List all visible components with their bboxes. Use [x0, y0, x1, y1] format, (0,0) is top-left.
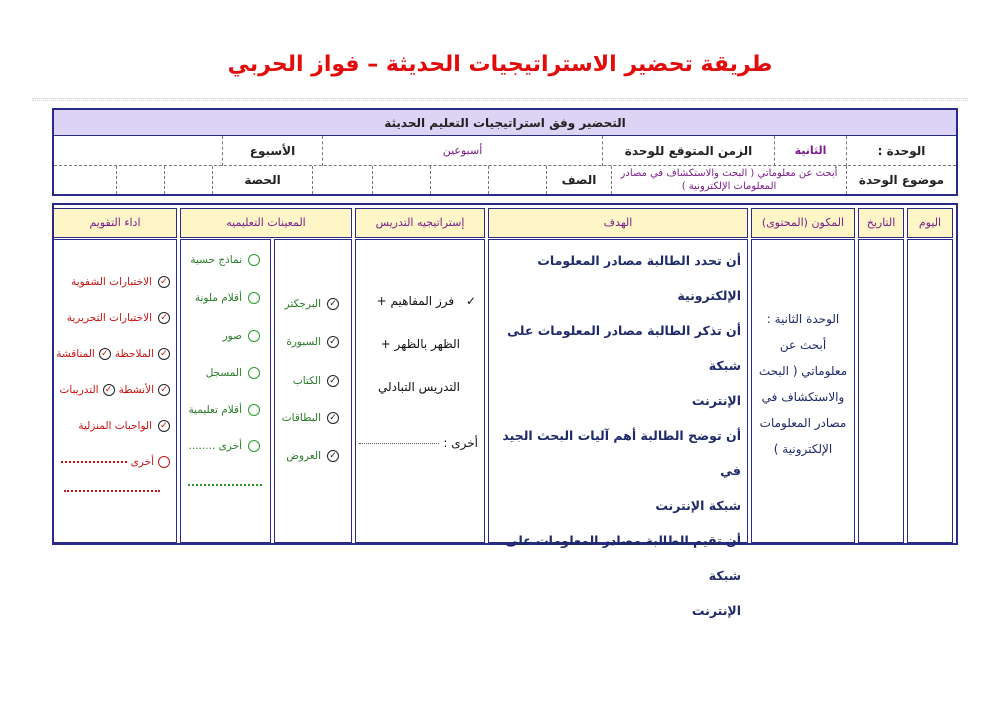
empty-circle-icon: [248, 254, 260, 266]
content-line: الوحدة الثانية :: [766, 312, 840, 326]
checked-circle-icon: ✓: [327, 298, 339, 310]
aid-label: أقلام ملونة: [194, 292, 242, 304]
eval-other-line: [61, 461, 127, 463]
aid-label: نماذج حسية: [190, 254, 242, 266]
aid-label: البرجكتر: [284, 298, 321, 310]
goal-line: أن تقيم الطالبة مصادر المعلومات على شبكة: [505, 533, 741, 583]
unit-info-table: [52, 108, 958, 196]
topic-label: موضوع الوحدة: [846, 166, 956, 194]
strategy-item[interactable]: [377, 294, 476, 308]
eval-label: الواجبات المنزلية: [78, 420, 152, 432]
strategy-other-line: [359, 443, 439, 444]
content-line: والاستكشاف في: [761, 390, 845, 404]
content-line: مصادر المعلومات: [759, 416, 847, 430]
checked-circle-icon: ✓: [158, 276, 170, 288]
aid-label: أقلام تعليمية: [188, 404, 242, 416]
aid-other-line[interactable]: [188, 484, 262, 486]
table-header-bar: التحضير وفق استراتيجيات التعليم الحديثة: [54, 110, 956, 136]
strategy-check-icon: ✓: [465, 294, 476, 308]
day-cell[interactable]: [907, 239, 953, 543]
aid-checked-item[interactable]: [286, 336, 339, 348]
content-line: أبحث عن: [779, 338, 827, 352]
column-header-content: المكون (المحتوى): [751, 208, 855, 238]
aid-unchecked-item[interactable]: [223, 330, 260, 342]
eval-other[interactable]: [61, 456, 170, 468]
checked-circle-icon: ✓: [103, 384, 115, 396]
goal-line: أن توضح الطالبة أهم آليات البحث الجيد في: [502, 428, 741, 478]
eval-label: أخرى: [130, 456, 154, 468]
checked-circle-icon: ✓: [327, 412, 339, 424]
checked-circle-icon: ✓: [99, 348, 111, 360]
eval-item-pair[interactable]: [56, 348, 170, 360]
aid-label: المسجل: [205, 367, 242, 379]
goal-line: أن تحدد الطالبة مصادر المعلومات الإلكترونية: [537, 253, 741, 303]
period-cell-3[interactable]: [54, 166, 116, 194]
eval-item-pair[interactable]: [60, 384, 170, 396]
page-title: طريقة تحضير الاستراتيجيات الحديثة – فواز الحربي: [227, 52, 773, 77]
column-header-strategy: إستراتيجيه التدريس: [355, 208, 485, 238]
checked-circle-icon: ✓: [158, 384, 170, 396]
column-header-day: اليوم: [907, 208, 953, 238]
topic-value: أبحث عن معلوماتي ( البحث والاستكشاف في مصادر المعلومات الإلكترونية ): [611, 166, 846, 194]
aid-checked-item[interactable]: [286, 450, 339, 462]
goal-line: شبكة الإنترنت: [655, 498, 741, 513]
empty-circle-icon: [248, 292, 260, 304]
lesson-plan-table: [52, 203, 958, 618]
unit-label: الوحدة :: [846, 136, 956, 166]
class-cell-4[interactable]: [312, 166, 372, 194]
aid-unchecked-item[interactable]: [206, 367, 260, 379]
aid-unchecked-item[interactable]: [188, 404, 260, 416]
checked-circle-icon: ✓: [327, 450, 339, 462]
eval-item[interactable]: [67, 312, 170, 324]
eval-label: الاختبارات الشفوية: [71, 276, 152, 288]
goal-line: الإنترنت: [691, 393, 741, 408]
strategy-label: فرز المفاهيم +: [376, 294, 455, 308]
unit-value: الثانية: [774, 136, 846, 166]
strategy-item[interactable]: التدريس التبادلي: [377, 380, 460, 394]
week-value[interactable]: [54, 136, 222, 166]
aid-label: أخرى ........: [188, 440, 242, 452]
eval-item[interactable]: [78, 420, 170, 432]
column-header-eval: اداء التقويم: [53, 208, 177, 238]
aid-unchecked-item[interactable]: [189, 440, 260, 452]
class-cell-2[interactable]: [430, 166, 488, 194]
info-row-2: [54, 166, 956, 194]
eval-extra-line[interactable]: [64, 490, 160, 492]
aids-checked-cell: [274, 239, 352, 543]
checked-circle-icon: ✓: [327, 375, 339, 387]
empty-circle-icon: [158, 456, 170, 468]
column-header-goal: الهدف: [488, 208, 748, 238]
divider: [32, 98, 968, 101]
time-value: أسبوعين: [322, 136, 602, 166]
eval-label: الملاحظة: [114, 348, 154, 360]
eval-label: الاختبارات التحريرية: [66, 312, 152, 324]
aid-label: صور: [222, 330, 242, 342]
class-cell-3[interactable]: [372, 166, 430, 194]
eval-label: الأنشطة: [118, 384, 154, 396]
content-line: الإلكترونية ): [773, 442, 833, 456]
class-label: الصف: [546, 166, 611, 194]
strategy-item[interactable]: الظهر بالظهر +: [380, 337, 460, 351]
eval-item[interactable]: [71, 276, 170, 288]
time-label: الزمن المتوقع للوحدة: [602, 136, 774, 166]
checked-circle-icon: ✓: [158, 420, 170, 432]
goals-cell: [488, 239, 748, 618]
eval-label: المناقشة: [56, 348, 95, 360]
week-label: الأسبوع: [222, 136, 322, 166]
checked-circle-icon: ✓: [158, 312, 170, 324]
aid-label: البطاقات: [281, 412, 321, 424]
strategy-other[interactable]: [359, 436, 478, 450]
eval-cell: [53, 239, 177, 543]
goal-line: الإنترنت: [691, 603, 741, 618]
aid-unchecked-item[interactable]: [190, 254, 260, 266]
empty-circle-icon: [248, 440, 260, 452]
empty-circle-icon: [248, 330, 260, 342]
aid-checked-item[interactable]: [293, 375, 339, 387]
empty-circle-icon: [248, 404, 260, 416]
content-line: معلوماتي ( البحث: [758, 364, 848, 378]
aid-checked-item[interactable]: [282, 412, 339, 424]
goal-line: أن تذكر الطالبة مصادر المعلومات على شبكة: [507, 323, 741, 373]
strategy-cell: [355, 239, 485, 543]
column-header-aids: المعينات التعليميه: [180, 208, 352, 238]
info-row-1: [54, 136, 956, 166]
class-cell-1[interactable]: [488, 166, 546, 194]
aid-unchecked-item[interactable]: [195, 292, 260, 304]
period-label: الحصة: [212, 166, 312, 194]
date-cell[interactable]: [858, 239, 904, 543]
aid-checked-item[interactable]: [285, 298, 339, 310]
aids-unchecked-cell: [180, 239, 271, 543]
content-cell: [751, 239, 855, 543]
column-header-date: التاريخ: [858, 208, 904, 238]
strategy-other-label: أخرى :: [443, 436, 478, 450]
period-cell-2[interactable]: [116, 166, 164, 194]
empty-circle-icon: [248, 367, 260, 379]
aid-label: الكتاب: [292, 375, 321, 387]
period-cell-1[interactable]: [164, 166, 212, 194]
aid-label: السبورة: [286, 336, 321, 348]
checked-circle-icon: ✓: [327, 336, 339, 348]
eval-label: التدريبات: [59, 384, 99, 396]
checked-circle-icon: ✓: [158, 348, 170, 360]
aid-label: العروض: [286, 450, 321, 462]
